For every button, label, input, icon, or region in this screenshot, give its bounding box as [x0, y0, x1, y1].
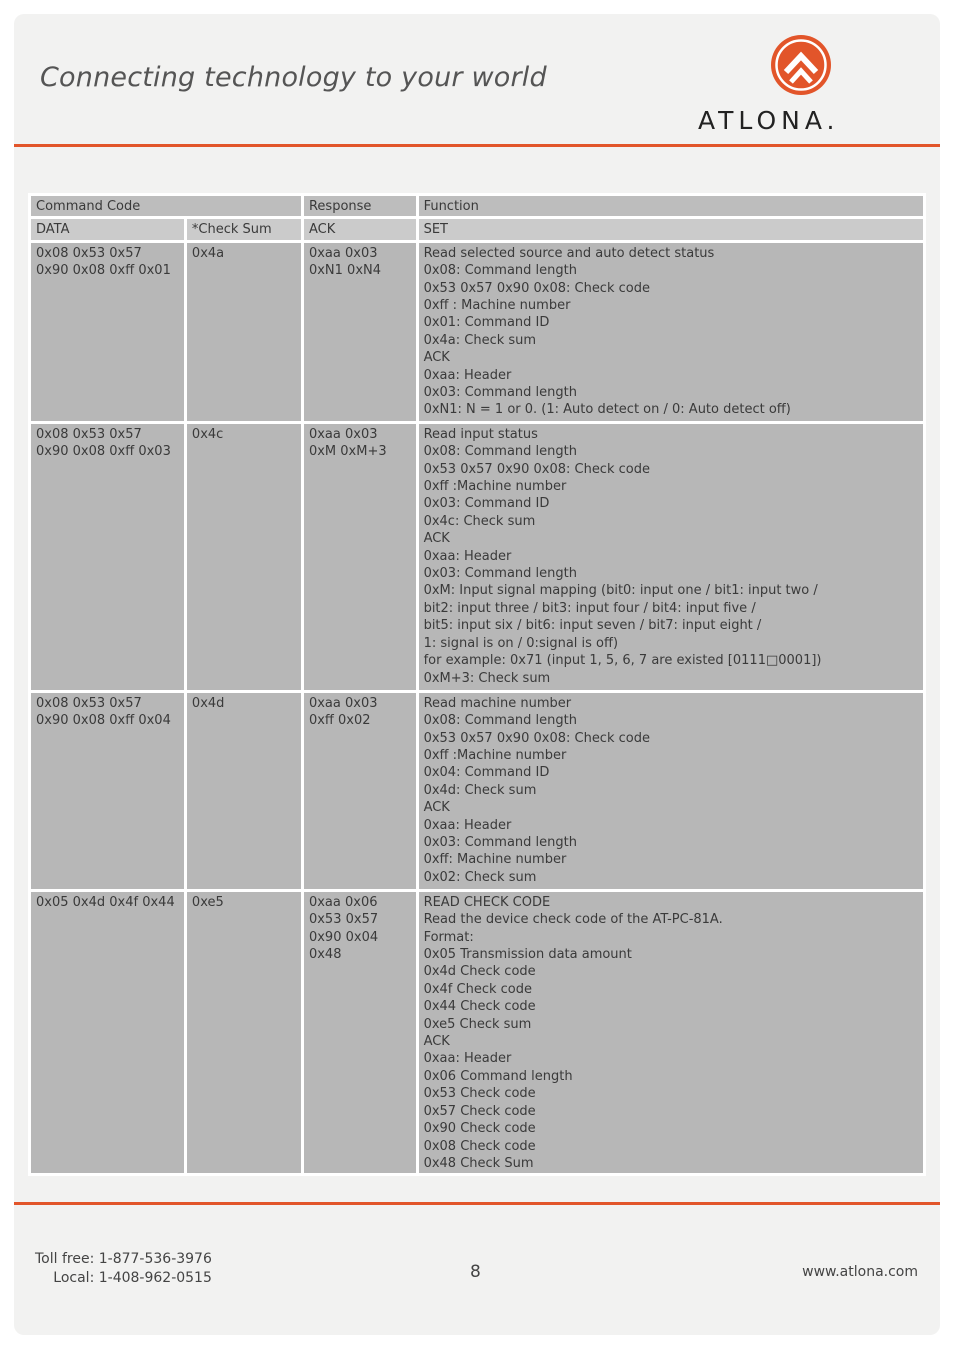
cell-function-line: for example: 0x71 (input 1, 5, 6, 7 are existed [0111□0001]) [423, 653, 822, 669]
cell-function-line: 0x08: Command length [423, 263, 577, 279]
table-row [30, 241, 925, 422]
cell-function-line: 0xM: Input signal mapping (bit0: input one / bit1: input two / [423, 583, 818, 599]
cell-function-line: 0x02: Check sum [423, 869, 537, 885]
table-subheader-row [30, 218, 925, 241]
cell-function-line: 0x03: Command ID [423, 496, 550, 512]
cell-ack-line: 0xN1 0xN4 [308, 263, 382, 279]
cell-function-line: ACK [423, 350, 450, 366]
footer-rule [14, 1202, 940, 1205]
cell-function-line: 0x04: Command ID [423, 765, 550, 781]
cell-data [30, 890, 186, 1175]
cell-data-line: 0x90 0x08 0xff 0x03 [36, 444, 171, 460]
cell-data [30, 422, 186, 691]
cell-function [417, 691, 924, 890]
cell-function-line: 0xaa: Header [423, 548, 512, 564]
cell-function-line: 0x03: Command length [423, 385, 577, 401]
cell-data-line: 0x08 0x53 0x57 [36, 426, 142, 442]
cell-data-line: 0x05 0x4d 0x4f 0x44 [36, 894, 175, 910]
local-number: Local: 1-408-962-0515 [53, 1270, 212, 1286]
cell-function-line: READ CHECK CODE [423, 894, 551, 910]
cell-function-line: 0x4a: Check sum [423, 332, 537, 348]
cell-ack [302, 691, 417, 890]
cell-function-line: 0xM+3: Check sum [423, 670, 551, 686]
header-response: Response [302, 195, 417, 218]
cell-function-line: 0x4f Check code [423, 981, 532, 997]
cell-ack-line: 0xaa 0x03 [308, 695, 378, 711]
cell-function-line: Format: [423, 929, 474, 945]
cell-function-line: 0x90 Check code [423, 1121, 536, 1137]
cell-function-line: 0xaa: Header [423, 817, 512, 833]
cell-ack-line: 0xaa 0x03 [308, 426, 378, 442]
cell-function-line: 0x4d Check code [423, 964, 536, 980]
cell-function-line: Read machine number [423, 695, 572, 711]
cell-function-line: 0x44 Check code [423, 999, 536, 1015]
cell-function-line: 0x53 Check code [423, 1086, 536, 1102]
cell-data [30, 691, 186, 890]
table-row [30, 422, 925, 691]
cell-function-line: 0xN1: N = 1 or 0. (1: Auto detect on / 0: Auto detect off) [423, 402, 791, 418]
header-command-code: Command Code [30, 195, 303, 218]
cell-function-line: 0xff : Machine number [423, 298, 571, 314]
cell-function-line: 0x08 Check code [423, 1138, 536, 1154]
subheader-set: SET [417, 218, 924, 241]
cell-function-line: 0x03: Command length [423, 566, 577, 582]
cell-function-line: 0x48 Check Sum [423, 1155, 534, 1171]
cell-ack-line: 0xM 0xM+3 [308, 444, 387, 460]
cell-checksum [185, 691, 302, 890]
cell-checksum-line: 0x4d [191, 695, 225, 711]
cell-function [417, 241, 924, 422]
atlona-logo-icon [770, 34, 832, 96]
cell-ack-line: 0x53 0x57 [308, 912, 379, 928]
cell-function-line: 0xaa: Header [423, 367, 512, 383]
cell-data-line: 0x08 0x53 0x57 [36, 245, 142, 261]
cell-function-line: 0x01: Command ID [423, 315, 550, 331]
cell-function-line: 0xe5 Check sum [423, 1016, 532, 1032]
page-number: 8 [470, 1262, 481, 1282]
cell-function-line: 0xaa: Header [423, 1051, 512, 1067]
cell-function-line: 0x53 0x57 0x90 0x08: Check code [423, 461, 650, 477]
cell-checksum-line: 0xe5 [191, 894, 224, 910]
cell-function-line: bit5: input six / bit6: input seven / bit7: input eight / [423, 618, 762, 634]
cell-function-line: 0x05 Transmission data amount [423, 947, 632, 963]
cell-function-line: 0xff :Machine number [423, 479, 567, 495]
cell-checksum [185, 890, 302, 1175]
cell-function-line: ACK [423, 800, 450, 816]
header-rule [14, 144, 940, 147]
cell-function-line: 0xff: Machine number [423, 852, 567, 868]
subheader-data: DATA [30, 218, 186, 241]
cell-data [30, 241, 186, 422]
cell-checksum [185, 241, 302, 422]
header-function: Function [417, 195, 924, 218]
cell-ack-line: 0x90 0x04 [308, 929, 379, 945]
subheader-checksum: *Check Sum [185, 218, 302, 241]
cell-function [417, 890, 924, 1175]
cell-function-line: ACK [423, 1034, 450, 1050]
cell-checksum-line: 0x4c [191, 426, 224, 442]
atlona-logo-text: ATLONA. [698, 106, 840, 135]
subheader-ack: ACK [302, 218, 417, 241]
cell-ack-line: 0xaa 0x03 [308, 245, 378, 261]
cell-function-line: 0x53 0x57 0x90 0x08: Check code [423, 280, 650, 296]
cell-ack-line: 0x48 [308, 947, 342, 963]
cell-ack-line: 0xaa 0x06 [308, 894, 378, 910]
cell-function [417, 422, 924, 691]
cell-function-line: 0x08: Command length [423, 444, 577, 460]
cell-function-line: 0x4c: Check sum [423, 513, 536, 529]
cell-function-line: Read selected source and auto detect status [423, 245, 715, 261]
toll-free-number: Toll free: 1-877-536-3976 [35, 1251, 212, 1267]
cell-data-line: 0x90 0x08 0xff 0x04 [36, 713, 171, 729]
cell-ack-line: 0xff 0x02 [308, 713, 371, 729]
cell-ack [302, 422, 417, 691]
cell-checksum-line: 0x4a [191, 245, 225, 261]
cell-function-line: Read input status [423, 426, 538, 442]
cell-data-line: 0x90 0x08 0xff 0x01 [36, 263, 171, 279]
cell-checksum [185, 422, 302, 691]
cell-function-line: 0x4d: Check sum [423, 782, 537, 798]
cell-function-line: Read the device check code of the AT-PC-81A. [423, 912, 723, 928]
cell-function-line: 0xff :Machine number [423, 748, 567, 764]
cell-function-line: 0x53 0x57 0x90 0x08: Check code [423, 730, 650, 746]
table-row [30, 890, 925, 1175]
cell-function-line: 0x08: Command length [423, 713, 577, 729]
tagline: Connecting technology to your world [40, 62, 547, 93]
command-table [28, 193, 926, 1176]
cell-ack [302, 890, 417, 1175]
table-header-row [30, 195, 925, 218]
cell-function-line: 0x06 Command length [423, 1068, 573, 1084]
cell-function-line: 1: signal is on / 0:signal is off) [423, 635, 619, 651]
contact-info [35, 1250, 212, 1288]
cell-function-line: 0x03: Command length [423, 835, 577, 851]
cell-function-line: ACK [423, 531, 450, 547]
cell-function-line: 0x57 Check code [423, 1103, 536, 1119]
cell-function-line: bit2: input three / bit3: input four / bit4: input five / [423, 600, 756, 616]
cell-ack [302, 241, 417, 422]
website-url: www.atlona.com [802, 1264, 918, 1280]
table-row [30, 691, 925, 890]
cell-data-line: 0x08 0x53 0x57 [36, 695, 142, 711]
